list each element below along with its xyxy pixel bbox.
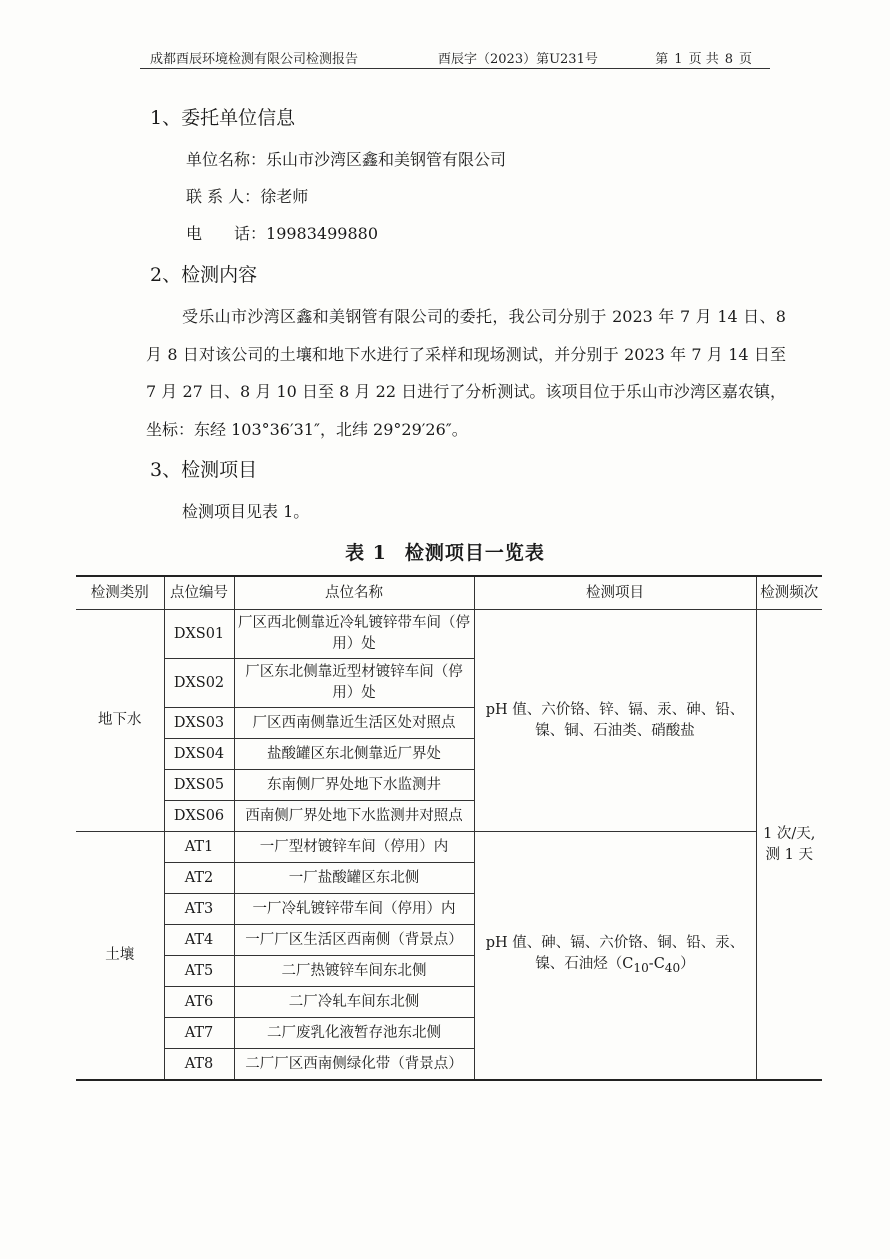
point-code: DXS05 <box>164 770 234 801</box>
phone-label: 电 话： <box>186 224 267 243</box>
frequency-cell <box>756 610 822 1081</box>
page-prefix: 第 <box>655 52 669 67</box>
page-total: 8 <box>724 52 733 67</box>
phone-line <box>186 221 378 244</box>
table-row <box>76 610 822 659</box>
soil-items-mid: -C <box>648 955 665 972</box>
point-code: DXS02 <box>164 659 234 708</box>
contact-line <box>186 184 308 207</box>
table-row <box>76 832 822 863</box>
section1-title: 1、委托单位信息 <box>150 107 296 129</box>
page-mid: 页 共 <box>688 52 719 67</box>
point-name: 一厂冷轧镀锌带车间（停用）内 <box>234 894 474 925</box>
section2-body <box>146 298 786 448</box>
point-name: 东南侧厂界处地下水监测井 <box>234 770 474 801</box>
section2-paragraph: 受乐山市沙湾区鑫和美钢管有限公司的委托，我公司分别于 2023 年 7 月 14 日、8 月 8 日对该公司的土壤和地下水进行了采样和现场测试，并分别于 2023 年 7 月 14 日至 7 月 27 日、8 月 10 日至 8 月 22 日进行了分析测试。该项目位于乐山市沙湾区嘉农镇，坐标：东经 103°36′31″，北纬 29°29′26″。 <box>146 307 786 439</box>
point-name: 二厂热镀锌车间东北侧 <box>234 956 474 987</box>
point-code: DXS04 <box>164 739 234 770</box>
point-code: AT6 <box>164 987 234 1018</box>
header-company: 成都酉辰环境检测有限公司检测报告 <box>150 52 359 67</box>
soil-items-suffix: ） <box>680 955 695 972</box>
page-header <box>140 46 770 69</box>
soil-items-sub2: 40 <box>664 960 681 975</box>
point-code: AT5 <box>164 956 234 987</box>
unit-value: 乐山市沙湾区鑫和美钢管有限公司 <box>266 150 507 169</box>
point-name: 一厂型材镀锌车间（停用）内 <box>234 832 474 863</box>
soil-category: 土壤 <box>76 832 164 1081</box>
point-code: AT1 <box>164 832 234 863</box>
table-header-row <box>76 576 822 610</box>
header-name: 点位名称 <box>234 576 474 610</box>
soil-items-prefix: pH 值、砷、镉、六价铬、铜、铅、汞、镍、石油烃（C <box>485 934 745 972</box>
page-suffix: 页 <box>738 52 752 67</box>
soil-items <box>474 832 756 1081</box>
groundwater-category: 地下水 <box>76 610 164 832</box>
groundwater-items: pH 值、六价铬、锌、镉、汞、砷、铅、镍、铜、石油类、硝酸盐 <box>474 610 756 832</box>
point-name: 盐酸罐区东北侧靠近厂界处 <box>234 739 474 770</box>
point-name: 二厂冷轧车间东北侧 <box>234 987 474 1018</box>
point-code: AT7 <box>164 1018 234 1049</box>
soil-items-sub1: 10 <box>633 960 649 975</box>
point-code: DXS03 <box>164 708 234 739</box>
point-code: DXS06 <box>164 801 234 832</box>
section2-title: 2、检测内容 <box>150 264 258 286</box>
unit-line <box>186 147 506 170</box>
point-code: AT8 <box>164 1049 234 1081</box>
page-current: 1 <box>674 52 683 67</box>
table-caption-text: 检测项目一览表 <box>404 542 545 564</box>
header-category: 检测类别 <box>76 576 164 610</box>
contact-value: 徐老师 <box>260 187 309 206</box>
header-page-indicator <box>655 48 752 67</box>
table-caption-number: 表 1 <box>345 542 387 564</box>
point-code: DXS01 <box>164 610 234 659</box>
unit-label: 单位名称： <box>186 150 267 169</box>
table-caption <box>0 538 890 565</box>
point-name: 西南侧厂界处地下水监测井对照点 <box>234 801 474 832</box>
section3-intro: 检测项目见表 1。 <box>182 502 310 521</box>
header-report-number: 酉辰字（2023）第U231号 <box>438 52 598 67</box>
point-name: 一厂盐酸罐区东北侧 <box>234 863 474 894</box>
header-frequency: 检测频次 <box>756 576 822 610</box>
contact-label: 联 系 人： <box>186 187 261 206</box>
header-items: 检测项目 <box>474 576 756 610</box>
point-name: 厂区西北侧靠近冷轧镀锌带车间（停用）处 <box>234 610 474 659</box>
point-code: AT4 <box>164 925 234 956</box>
point-name: 二厂厂区西南侧绿化带（背景点） <box>234 1049 474 1081</box>
point-name: 一厂厂区生活区西南侧（背景点） <box>234 925 474 956</box>
point-code: AT2 <box>164 863 234 894</box>
point-code: AT3 <box>164 894 234 925</box>
point-name: 二厂废乳化液暂存池东北侧 <box>234 1018 474 1049</box>
detection-items-table <box>76 575 822 1081</box>
frequency-line2: 测 1 天 <box>765 846 813 863</box>
point-name: 厂区西南侧靠近生活区处对照点 <box>234 708 474 739</box>
header-code: 点位编号 <box>164 576 234 610</box>
phone-value: 19983499880 <box>266 224 378 243</box>
section3-title: 3、检测项目 <box>150 459 258 481</box>
point-name: 厂区东北侧靠近型材镀锌车间（停用）处 <box>234 659 474 708</box>
frequency-line1: 1 次/天, <box>763 825 816 842</box>
